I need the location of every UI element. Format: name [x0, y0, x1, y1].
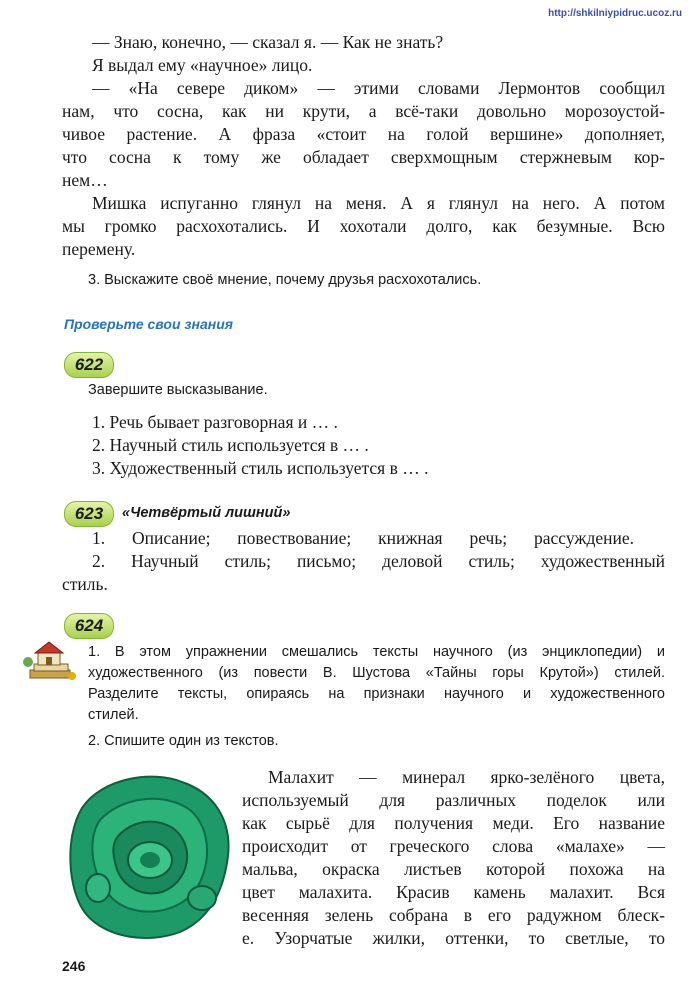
story-line: чивое растение. А фраза «стоит на голой вершине» дополняет, — [62, 124, 665, 144]
malachite-line: как сырьё для получения меди. Его название — [242, 813, 665, 833]
task-3: 3. Выскажите своё мнение, почему друзья расхохотались. — [88, 272, 482, 288]
story-line: нем… — [62, 170, 108, 190]
story-line: мы громко расхохотались. И хохотали долго, как безумные. Всю — [62, 216, 665, 236]
story-line: что сосна к тому же обладает сверхмощным стержневым кор- — [62, 147, 665, 167]
section-heading: Проверьте свои знания — [64, 316, 234, 332]
malachite-line: происходит от греческого слова «малахе» — — [242, 836, 665, 856]
malachite-stone-image — [62, 768, 240, 944]
exercise-badge-623: 623 — [64, 501, 114, 527]
page-number: 246 — [62, 958, 86, 974]
story-line: перемену. — [62, 239, 136, 259]
ex622-item: 2. Научный стиль используется в … . — [92, 435, 369, 455]
ex624-task2: 2. Спишите один из текстов. — [88, 733, 279, 749]
ex622-item: 3. Художественный стиль используется в … . — [92, 458, 429, 478]
story-line: — «На севере диком» — этими словами Лермонтов сообщил — [92, 78, 665, 98]
ex624-task1-line: 1. В этом упражнении смешались тексты научного (из энциклопедии) и — [88, 644, 665, 660]
source-url: http://shkilniypidruc.ucoz.ru — [548, 8, 682, 19]
exercise-badge-622: 622 — [64, 352, 114, 378]
ex623-line: 1. Описание; повествование; книжная речь; рассуждение. — [92, 528, 634, 548]
story-line: Я выдал ему «научное» лицо. — [92, 55, 313, 75]
ex622-instruction: Завершите высказывание. — [88, 382, 268, 398]
ex622-item: 1. Речь бывает разговорная и … . — [92, 412, 338, 432]
story-line: — Знаю, конечно, — сказал я. — Как не знать? — [92, 32, 444, 52]
ex623-line: стиль. — [62, 574, 108, 594]
story-line: нам, что сосна, как ни крути, а всё-таки довольно морозоустой- — [62, 101, 665, 121]
ex624-task1-line: Разделите тексты, опираясь на признаки научного и художественного — [88, 686, 665, 702]
exercise-badge-624: 624 — [64, 613, 114, 639]
ex624-task1-line: стилей. — [88, 707, 139, 723]
ex623-line: 2. Научный стиль; письмо; деловой стиль; художественный — [92, 551, 665, 571]
house-books-icon — [22, 640, 82, 684]
malachite-line: весенняя зелень собрана в его радужном блеск- — [242, 905, 665, 925]
malachite-line: цвет малахита. Красив камень малахит. Вся — [242, 882, 665, 902]
malachite-line: используемый для различных поделок или — [242, 790, 665, 810]
malachite-line: мальва, окраска листьев которой похожа на — [242, 859, 665, 879]
ex623-title: «Четвёртый лишний» — [122, 505, 291, 521]
malachite-line: Малахит — минерал ярко-зелёного цвета, — [268, 767, 665, 787]
story-line: Мишка испуганно глянул на меня. А я глянул на него. А потом — [92, 193, 665, 213]
ex624-task1-line: художественного (из повести В. Шустова «Тайны горы Крутой») стилей. — [88, 665, 665, 681]
malachite-line: е. Узорчатые жилки, оттенки, то светлые, то — [242, 928, 665, 948]
